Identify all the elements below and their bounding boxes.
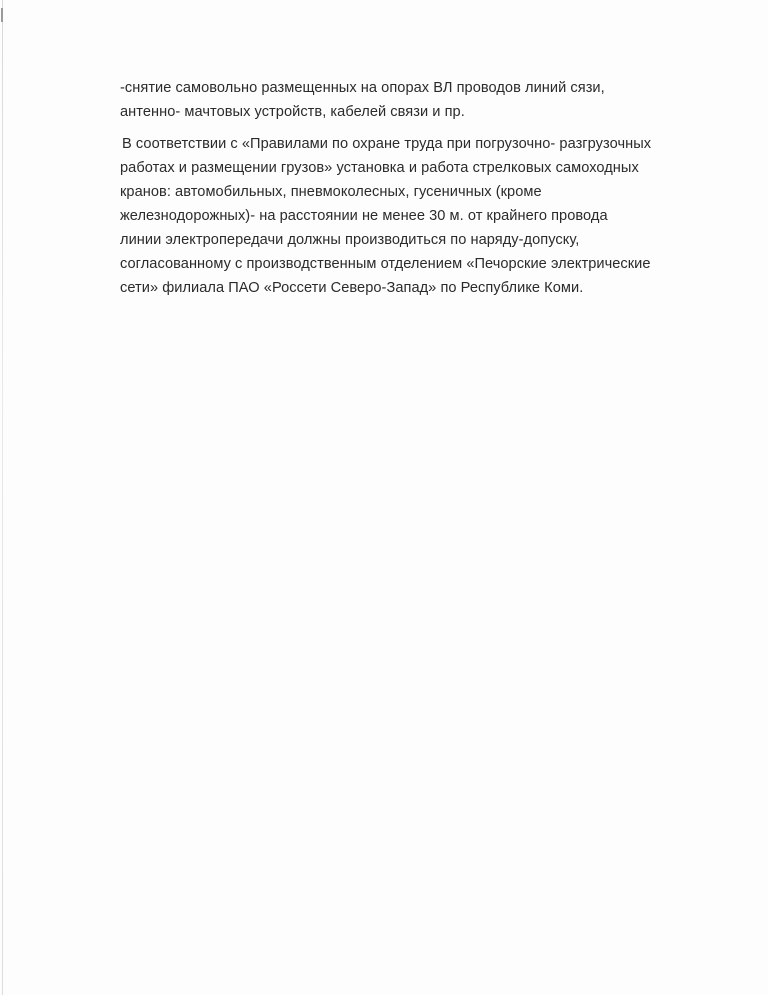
text-line: -снятие самовольно размещенных на опорах ВЛ проводов линий сязи,: [120, 80, 605, 96]
text-line: железнодорожных)- на расстоянии не менее 30 м. от крайнего провода: [120, 208, 608, 224]
scan-edge-shadow: [2, 0, 3, 995]
text-line: кранов: автомобильных, пневмоколесных, гусеничных (кроме: [120, 184, 542, 200]
document-body: [120, 76, 720, 300]
text-line: согласованному с производственным отделением «Печорские электрические: [120, 256, 651, 272]
text-line: работах и размещении грузов» установка и работа стрелковых самоходных: [120, 160, 639, 176]
paragraph-gap: [120, 124, 720, 132]
text-line: В соответствии с «Правилами по охране труда при погрузочно- разгрузочных: [122, 136, 652, 152]
paragraph-removal-of-wires: [120, 76, 720, 124]
paragraph-crane-rules: [120, 132, 720, 300]
text-line: сети» филиала ПАО «Россети Северо-Запад» по Республике Коми.: [120, 280, 584, 296]
text-line: антенно- мачтовых устройств, кабелей связи и пр.: [120, 104, 465, 120]
text-line: линии электропередачи должны производиться по наряду-допуску,: [120, 232, 580, 248]
scan-mark: [1, 8, 3, 22]
